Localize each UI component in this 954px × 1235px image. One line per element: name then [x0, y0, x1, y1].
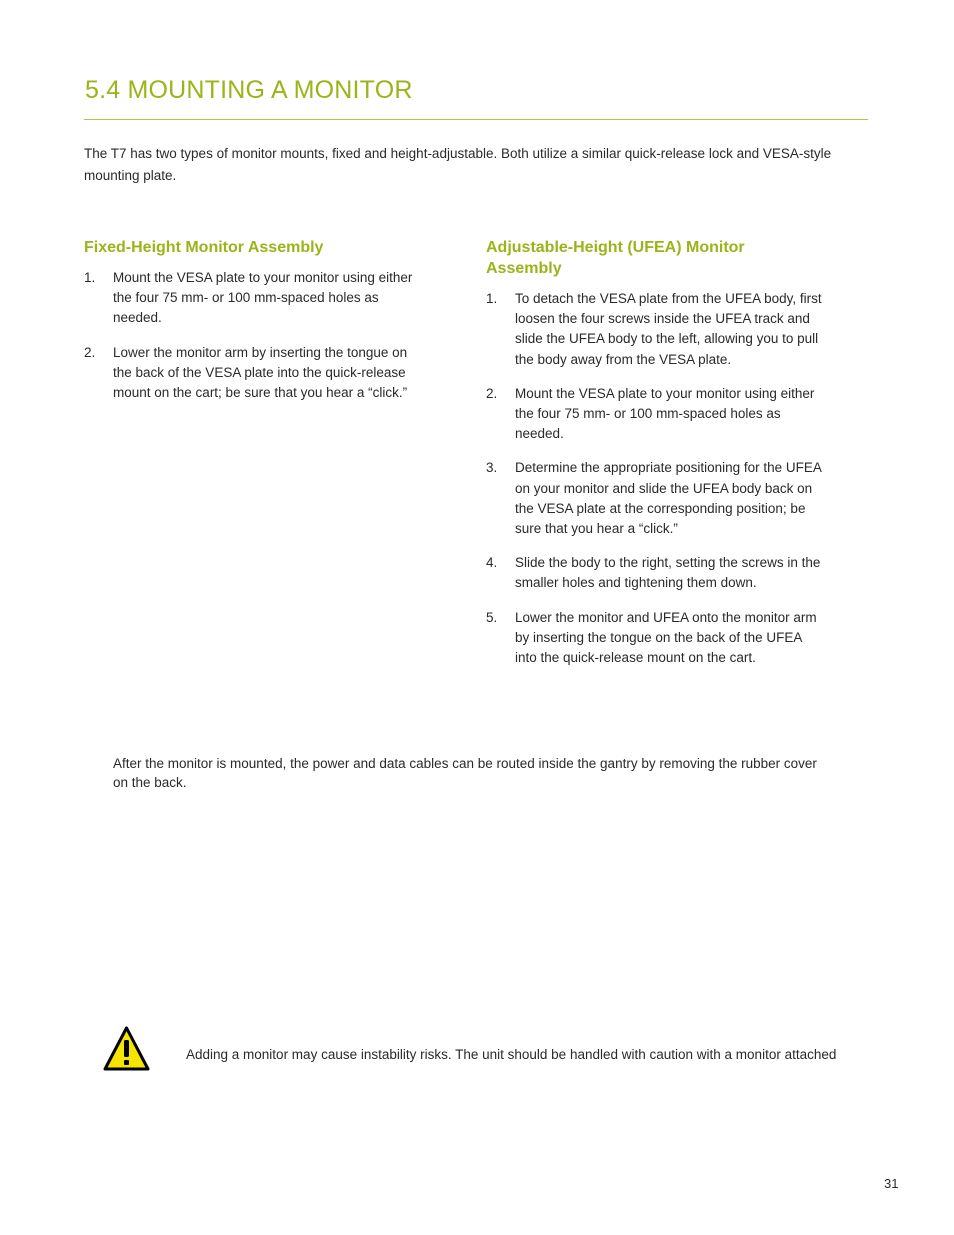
warning-triangle-icon — [103, 1026, 150, 1071]
step-number: 3. — [486, 460, 498, 476]
step-text: Lower the monitor arm by inserting the tongue on the back of the VESA plate into the quick-release mount on the cart; be sure that you hear a “click.” — [113, 344, 408, 401]
intro-paragraph: The T7 has two types of monitor mounts, fixed and height-adjustable. Both utilize a similar quick-release lock and VESA-style mounting plate. — [84, 146, 832, 183]
adjustable-height-section — [486, 237, 822, 682]
fixed-height-steps — [84, 268, 419, 403]
list-item — [486, 384, 822, 445]
page-title: 5.4 MOUNTING A MONITOR — [85, 76, 413, 104]
adjustable-height-heading: Adjustable-Height (UFEA) Monitor Assembly — [486, 239, 745, 277]
step-text: Determine the appropriate positioning for the UFEA on your monitor and slide the UFEA body back on the VESA plate at the corresponding position; be sure that you hear a “click.” — [515, 460, 822, 537]
page-number: 31 — [884, 1176, 899, 1191]
fixed-height-section — [84, 237, 419, 417]
step-text: Slide the body to the right, setting the screws in the smaller holes and tightening them down. — [515, 555, 821, 591]
list-item — [486, 553, 822, 593]
step-text: To detach the VESA plate from the UFEA body, first loosen the four screws inside the UFEA track and slide the UFEA body to the left, allowing you to pull the body away from the VESA plate. — [515, 291, 822, 367]
step-text: Lower the monitor and UFEA onto the monitor arm by inserting the tongue on the back of the UFEA into the quick-release mount on the cart. — [515, 609, 817, 666]
step-number: 1. — [84, 270, 96, 285]
step-text: Mount the VESA plate to your monitor using either the four 75 mm- or 100 mm-spaced holes as needed. — [515, 385, 815, 442]
step-number: 2. — [84, 344, 96, 360]
step-number: 2. — [486, 385, 498, 401]
list-item — [486, 608, 822, 669]
cable-routing-note: After the monitor is mounted, the power and data cables can be routed inside the gantry by removing the rubber cover on the back. — [113, 756, 817, 790]
step-text: Mount the VESA plate to your monitor using either the four 75 mm- or 100 mm-spaced holes as needed. — [113, 270, 413, 326]
list-item — [84, 268, 419, 329]
list-item — [84, 343, 419, 404]
step-number: 5. — [486, 609, 498, 625]
list-item — [486, 289, 822, 370]
fixed-height-heading: Fixed-Height Monitor Assembly — [84, 239, 324, 256]
title-divider — [84, 119, 868, 120]
step-number: 1. — [486, 291, 498, 306]
list-item — [486, 458, 822, 539]
adjustable-height-steps — [486, 289, 822, 668]
step-number: 4. — [486, 555, 498, 571]
warning-text: Adding a monitor may cause instability risks. The unit should be handled with caution with a monitor attached — [186, 1047, 837, 1062]
